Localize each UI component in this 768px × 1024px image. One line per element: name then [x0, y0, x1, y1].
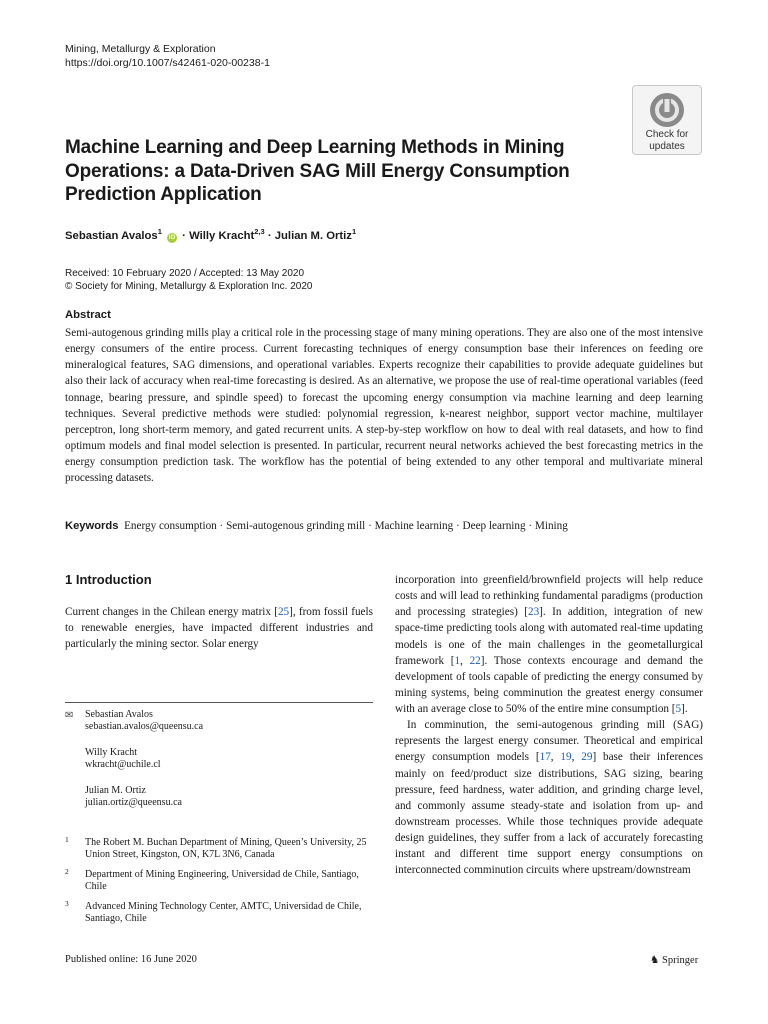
- springer-horse-icon: ♞: [650, 955, 660, 966]
- article-dates: [65, 267, 313, 293]
- check-for-updates-badge[interactable]: [632, 85, 702, 155]
- citation-link[interactable]: 23: [527, 606, 540, 619]
- copyright-line: © Society for Mining, Metallurgy & Exploration Inc. 2020: [65, 281, 313, 292]
- affiliation-number: 2: [65, 867, 69, 876]
- author-separator: ·: [179, 229, 190, 242]
- text-run: Current changes in the Chilean energy matrix [: [65, 606, 278, 618]
- badge-line-1: Check for: [645, 129, 689, 140]
- citation-link[interactable]: 17: [539, 751, 551, 764]
- keywords-heading: Keywords: [65, 520, 119, 532]
- author-name[interactable]: Julian M. Ortiz: [274, 229, 352, 242]
- journal-header: [65, 42, 270, 70]
- contact-block: [65, 785, 182, 810]
- affiliation-number: 1: [65, 835, 69, 844]
- citation-link[interactable]: 29: [581, 751, 593, 764]
- citation-link[interactable]: 25: [277, 606, 290, 618]
- text-run: ,: [571, 751, 582, 764]
- text-run: ]. In addition, integration of new space-time predicting tools along with automated real-time updating models is one of the main challenges in the geometallurgical framework [: [395, 606, 703, 667]
- affiliation: [65, 837, 373, 862]
- text-run: In comminution, the semi-autogenous grinding mill (SAG) represents the largest energy consumer. Theoretical and empirical energy consumption models [: [395, 719, 703, 764]
- keywords: [65, 520, 568, 532]
- citation-link[interactable]: 5: [675, 703, 682, 715]
- text-run: ]. Those contexts encourage and demand the development of tools capable of predicting the energy consumed by mining systems, being comminution the greatest energy consumer with an average close to 50% of the entire mine consumption [: [395, 654, 703, 715]
- contact-name: Willy Kracht: [85, 747, 138, 758]
- author-affiliation-ref: 2,3: [254, 227, 265, 236]
- citation-link[interactable]: 22: [469, 654, 481, 667]
- abstract-text: Semi-autogenous grinding mills play a critical role in the processing stage of many mining operations. They are also one of the most intensive energy consumers of the entire process. Current forecasting techniques of energy consumption base their inferences on feeding ore mineralogical features, SAG dimensions, and operational variables. Experts recognize their capabilities to provide adequate guidelines but also their lack of accuracy when real-time forecasting is desired. As an alternative, we propose the use of real-time operational variables (feed tonnage, bearing pressure, and spindle speed) to forecast the upcoming energy consumption via machine learning and deep learning techniques. Several predictive methods were studied: polynomial regression, k-nearest neighbor, support vector machine, multilayer perceptron, long short-term memory, and gated recurrent units. A step-by-step workflow on how to deal with real datasets, and how to find optimum models and final model selection is presented. In particular, recurrent neural networks achieved the best forecasting metrics in the energy consumption prediction task. The workflow has the potential of being extended to any other temporal and multivariate mineral processing datasets.: [65, 327, 703, 485]
- affiliation-number: 3: [65, 899, 69, 908]
- affiliation: [65, 901, 373, 926]
- published-online: Published online: 16 June 2020: [65, 954, 197, 965]
- orcid-icon[interactable]: iD: [168, 233, 176, 241]
- badge-line-2: updates: [649, 141, 685, 152]
- contact-email[interactable]: julian.ortiz@queensu.ca: [85, 797, 182, 809]
- text-run: ].: [681, 703, 688, 715]
- publisher-logo: [650, 954, 698, 966]
- author-affiliation-ref: 1: [351, 227, 357, 236]
- text-run: ], from fossil fuels to renewable energies, have impacted different industries and particularly the mining sector. Solar energy: [65, 606, 373, 651]
- affiliation-text: The Robert M. Buchan Department of Mining, Queen’s University, 25 Union Street, Kingston, ON, K7L 3N6, Canada: [85, 837, 367, 861]
- contact-email[interactable]: wkracht@uchile.cl: [85, 759, 161, 771]
- footnote-divider: [65, 702, 373, 703]
- author-name[interactable]: Willy Kracht: [189, 229, 255, 242]
- affiliation-text: Department of Mining Engineering, Universidad de Chile, Santiago, Chile: [85, 869, 359, 893]
- publisher-name: Springer: [662, 955, 699, 966]
- author-affiliation-ref: 1: [157, 227, 162, 236]
- abstract-heading: Abstract: [65, 309, 111, 321]
- doi-link[interactable]: https://doi.org/10.1007/s42461-020-00238-1: [65, 57, 270, 69]
- keywords-list: Energy consumption · Semi-autogenous grinding mill · Machine learning · Deep learning · Mining: [124, 520, 568, 532]
- intro-paragraph: [395, 572, 703, 717]
- author-name[interactable]: Sebastian Avalos: [65, 229, 158, 242]
- author-separator: ·: [264, 229, 275, 242]
- received-accepted: Received: 10 February 2020 / Accepted: 13 May 2020: [65, 268, 305, 279]
- article-title: Machine Learning and Deep Learning Methods in Mining Operations: a Data-Driven SAG Mill Energy Consumption Prediction Application: [65, 137, 570, 205]
- text-run: ,: [550, 751, 561, 764]
- envelope-icon: ✉: [65, 710, 74, 721]
- citation-link[interactable]: 19: [560, 751, 572, 764]
- contact-name: Sebastian Avalos: [85, 709, 153, 720]
- section-heading-introduction: 1 Introduction: [65, 572, 152, 587]
- check-updates-icon: [649, 92, 685, 128]
- citation-link[interactable]: 1: [454, 654, 461, 667]
- intro-paragraph: [65, 604, 373, 653]
- text-run: incorporation into greenfield/brownfield projects will help reduce costs and will lead to rethinking fundamental paradigms (production and processing strategies) [: [395, 574, 703, 619]
- text-run: ,: [460, 654, 470, 667]
- contact-block: [65, 747, 161, 772]
- contact-name: Julian M. Ortiz: [85, 785, 146, 796]
- contact-block: [65, 709, 203, 734]
- affiliation-text: Advanced Mining Technology Center, AMTC, Universidad de Chile, Santiago, Chile: [85, 901, 362, 925]
- text-run: ] base their inferences mainly on feed/product size distributions, SAG sizing, bearing pressure, feed hardness, water addition, and grinding charge level, and commonly assume steady-state and isolation from up- and downstream processes. While those techniques provide adequate design guidelines, they suffer from a lack of accurately forecasting instant and different time support energy consumptions on interconnected comminution circuits where upstream/downstream: [395, 751, 704, 877]
- intro-column-2: [395, 572, 703, 878]
- journal-name: Mining, Metallurgy & Exploration: [65, 43, 216, 55]
- intro-paragraph: [395, 717, 703, 878]
- author-list: [65, 227, 356, 243]
- contact-email[interactable]: sebastian.avalos@queensu.ca: [85, 721, 204, 733]
- affiliation: [65, 869, 373, 894]
